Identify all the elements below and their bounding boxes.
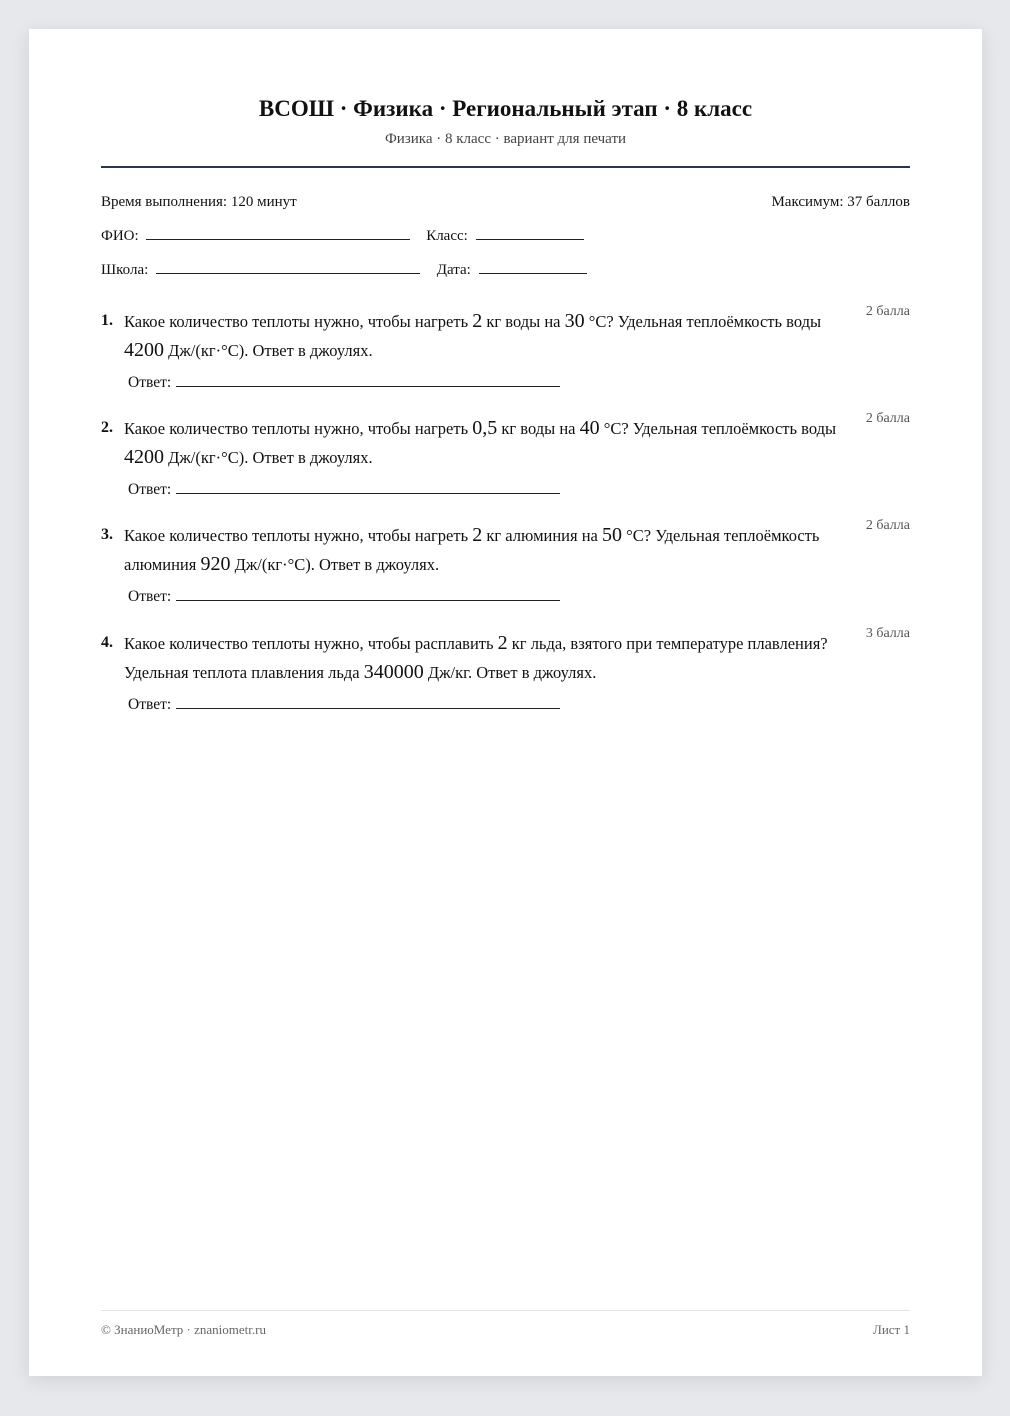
- question-points: 2 балла: [865, 518, 910, 533]
- answer-field[interactable]: [176, 695, 560, 709]
- school-label: Школа:: [101, 262, 149, 278]
- school-date-row: [101, 260, 587, 279]
- question-3: [101, 518, 910, 607]
- class-field[interactable]: [476, 226, 584, 240]
- exam-meta: [101, 193, 910, 211]
- question-number: 4.: [101, 634, 113, 651]
- page-title: ВСОШ · Физика · Региональный этап · 8 класс: [258, 96, 753, 121]
- question-points: 2 балла: [865, 411, 910, 426]
- question-number: 2.: [101, 419, 113, 436]
- answer-label: Ответ:: [128, 481, 172, 498]
- question-text: Какое количество теплоты нужно, чтобы расплавить 2 кг льда, взятого при температуре плавления? Удельная теплота плавления льда 340000 Дж/кг. Ответ в джоулях.: [124, 632, 828, 683]
- question-points: 3 балла: [865, 626, 910, 641]
- answer-label: Ответ:: [128, 588, 172, 605]
- question-1: [101, 304, 910, 393]
- fio-class-row: [101, 226, 584, 245]
- answer-label: Ответ:: [128, 374, 172, 391]
- page-subtitle: Физика · 8 класс · вариант для печати: [384, 131, 627, 147]
- answer-field[interactable]: [176, 587, 560, 601]
- answer-label: Ответ:: [128, 696, 172, 713]
- class-label: Класс:: [426, 228, 468, 244]
- school-field[interactable]: [156, 260, 420, 274]
- question-number: 3.: [101, 526, 113, 543]
- fio-label: ФИО:: [101, 228, 139, 244]
- question-points: 2 балла: [865, 304, 910, 319]
- question-2: [101, 411, 910, 500]
- question-text: Какое количество теплоты нужно, чтобы нагреть 2 кг воды на 30 °C? Удельная теплоёмкость воды 4200 Дж/(кг·°C). Ответ в джоулях.: [124, 310, 822, 361]
- date-field[interactable]: [479, 260, 587, 274]
- answer-field[interactable]: [176, 480, 560, 494]
- time-limit: Время выполнения: 120 минут: [101, 194, 297, 210]
- worksheet-page: [29, 29, 982, 1376]
- answer-field[interactable]: [176, 373, 560, 387]
- page-number: Лист 1: [873, 1322, 910, 1337]
- footer-copyright: © ЗнаниоМетр · znaniometr.ru: [101, 1322, 266, 1337]
- max-score: Максимум: 37 баллов: [771, 194, 910, 210]
- question-text: Какое количество теплоты нужно, чтобы нагреть 0,5 кг воды на 40 °C? Удельная теплоёмкость воды 4200 Дж/(кг·°C). Ответ в джоулях.: [124, 417, 837, 468]
- answer-row: [128, 587, 910, 607]
- question-4: [101, 626, 910, 715]
- page-footer: [101, 1322, 910, 1338]
- answer-row: [128, 695, 910, 715]
- page-header: [101, 95, 910, 148]
- answer-row: [128, 373, 910, 393]
- footer-divider: [101, 1310, 910, 1311]
- question-text: Какое количество теплоты нужно, чтобы нагреть 2 кг алюминия на 50 °C? Удельная теплоёмкость алюминия 920 Дж/(кг·°C). Ответ в джоулях.: [124, 524, 820, 575]
- fio-field[interactable]: [146, 226, 410, 240]
- question-number: 1.: [101, 312, 113, 329]
- date-label: Дата:: [436, 262, 471, 278]
- header-divider: [101, 166, 910, 168]
- answer-row: [128, 480, 910, 500]
